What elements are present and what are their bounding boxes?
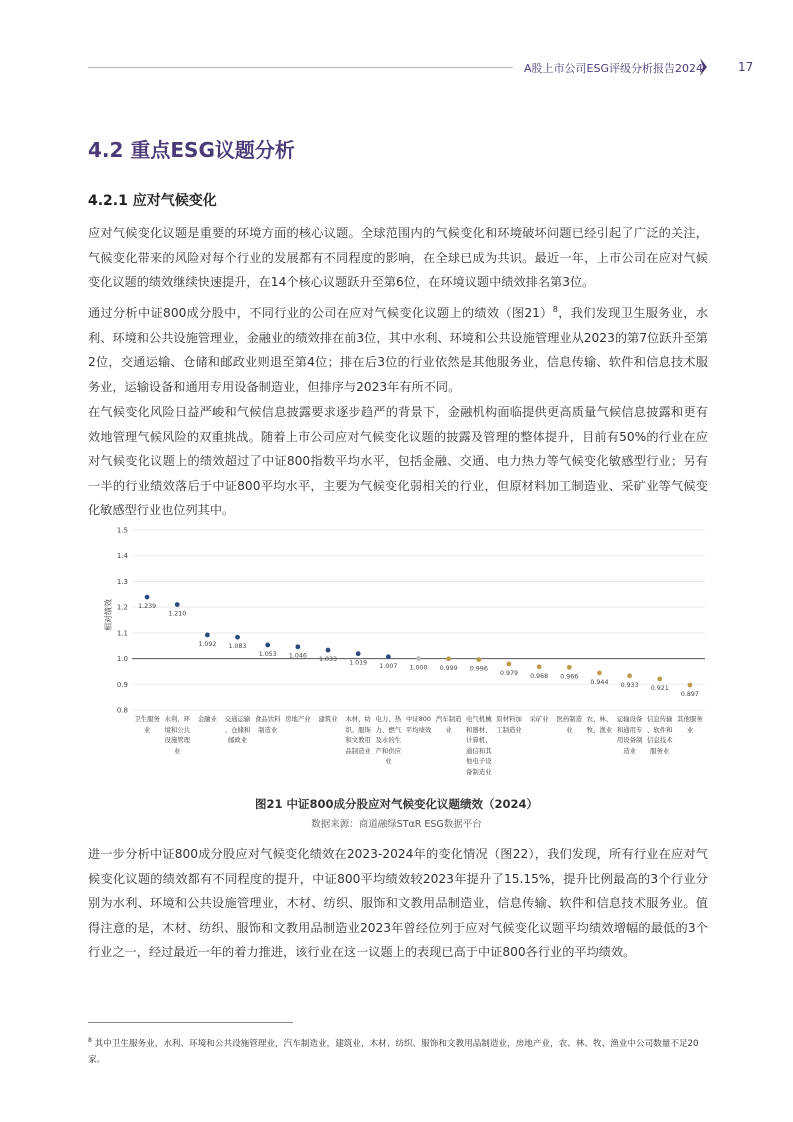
data-point [627, 673, 632, 678]
data-point [235, 635, 240, 640]
x-category-label: 房地产业 [285, 715, 311, 723]
x-category-label: 电气机械 和器材、 计算机、 通信和其 他电子设 备制造业 [466, 715, 492, 776]
data-label: 0.921 [650, 684, 669, 692]
x-category-label: 农、林、 牧、渔业 [586, 715, 613, 734]
paragraph-2-part-1: 通过分析中证800成分股中，不同行业的公司在应对气候变化议题上的绩效（图21） [88, 306, 553, 321]
x-category-label: 医药制造 业 [556, 715, 583, 734]
x-category-label: 其他服务 业 [677, 715, 703, 734]
x-category-label: 食品饮料 制造业 [254, 715, 281, 734]
data-label: 0.944 [590, 678, 609, 686]
data-label: 0.966 [560, 673, 579, 681]
data-label: 1.000 [409, 664, 428, 672]
x-category-label: 原材料加 工制造业 [496, 715, 522, 734]
data-point [416, 656, 421, 661]
paragraph-1: 应对气候变化议题是重要的环境方面的核心议题。全球范围内的气候变化和环境破坏问题已经引起了广泛的关注，气候变化带来的风险对每个行业的发展都有不同程度的影响，在全球已成为共识。最近一年，上市公司在应对气候变化议题的绩效继续快速提升，在14个核心议题跃升至第6位，在环境议题中绩效排名第3位。 [88, 226, 708, 289]
paragraph-4: 进一步分析中证800成分股应对气候变化绩效在2023-2024年的变化情况（图22），我们发现，所有行业在应对气候变化议题的绩效都有不同程度的提升，中证800平均绩效较2023年提升了15.15%，提升比例最高的3个行业分别为水利、环境和公共设施管理业，木材、纺织、服饰和文教用品制造业，信息传输、软件和信息技术服务业。值得注意的是，木材、纺织、服饰和文教用品制造业2023年曾经位列于应对气候变化议题平均绩效增幅的最低的3个行业之一，经过最近一年的着力推进，该行业在这一议题上的表现已高于中证800各行业的平均绩效。 [88, 847, 708, 959]
data-point [446, 656, 451, 661]
x-category-label: 采矿业 [529, 715, 549, 723]
y-tick-label: 1.0 [116, 655, 128, 664]
data-label: 0.996 [469, 665, 488, 673]
paragraph-2 [88, 298, 708, 399]
data-label: 0.968 [530, 672, 549, 680]
y-tick-label: 0.9 [116, 680, 128, 689]
data-label: 1.019 [349, 659, 368, 667]
data-point [145, 595, 150, 600]
x-category-label: 建筑业 [318, 715, 338, 723]
x-category-label: 木材、纺 织、服饰 和文教用 品制造业 [345, 715, 371, 755]
figure-source: 数据来源：商道融绿STαR ESG数据平台 [311, 819, 482, 830]
footnote-rule [88, 1022, 293, 1023]
report-title: A股上市公司ESG评级分析报告2024 [524, 62, 703, 75]
chevron-right-icon [699, 57, 709, 77]
y-tick-label: 1.3 [116, 577, 128, 586]
chart-points [138, 595, 699, 698]
data-point [295, 644, 300, 649]
data-point [356, 651, 361, 656]
data-label: 1.083 [228, 643, 247, 651]
data-label: 0.999 [439, 664, 458, 672]
data-label: 0.897 [680, 691, 699, 699]
y-tick-label: 1.2 [116, 603, 128, 612]
y-tick-label: 0.8 [116, 706, 128, 715]
data-label: 1.033 [319, 656, 338, 664]
page-number: 17 [738, 60, 754, 74]
data-point [597, 671, 602, 676]
x-category-label: 水利、环 境和公共 设施管理 业 [164, 715, 191, 755]
footnote-mark: 8 [88, 1037, 92, 1044]
data-label: 1.053 [258, 650, 277, 658]
data-label: 1.239 [138, 603, 157, 611]
footnote [88, 1033, 708, 1068]
data-point [537, 664, 542, 669]
y-tick-label: 1.5 [116, 526, 128, 535]
data-point [265, 643, 270, 648]
x-category-label: 交通运输 、仓储和 邮政业 [224, 715, 251, 744]
x-category-label: 运输设备 和通用专 用设备制 造业 [616, 715, 643, 755]
y-tick-label: 1.1 [116, 629, 128, 638]
y-axis-label: 相对绩效 [104, 599, 113, 631]
x-category-label: 卫生服务 业 [134, 715, 160, 734]
data-label: 1.210 [168, 610, 187, 618]
x-category-label: 中证800 平均绩效 [405, 715, 432, 734]
x-category-label: 金融业 [197, 715, 217, 723]
x-category-label: 汽车制造 业 [435, 715, 462, 734]
data-point [326, 648, 331, 653]
footnote-text: 其中卫生服务业，水利、环境和公共设施管理业，汽车制造业，建筑业，木材、纺织、服饰和文教用品制造业，房地产业，农、林、牧、渔业中公司数量不足20家。 [88, 1038, 699, 1065]
data-point [386, 654, 391, 659]
paragraph-2-part-2: ，我们发现卫生服务业，水利、环境和公共设施管理业，金融业的绩效排在前3位，其中水利、环境和公共设施管理业从2023的第7位跃升至第2位，交通运输、仓储和邮政业则退至第4位；排在后3位的行业依然是其他服务业，信息传输、软件和信息技术服务业，运输设备和通用专用设备制造业，但排序与2023年有所不同。 [88, 306, 709, 394]
chart-gridlines [132, 530, 705, 710]
data-point [567, 665, 572, 670]
subsection-title: 4.2.1 应对气候变化 [88, 193, 217, 209]
data-label: 1.046 [288, 652, 307, 660]
data-label: 0.979 [499, 669, 518, 677]
figure-caption: 图21 中证800成分股应对气候变化议题绩效（2024） [254, 797, 539, 811]
header-rule [88, 67, 513, 68]
y-axis-ticks [117, 527, 129, 715]
data-point [507, 662, 512, 667]
y-tick-label: 1.4 [116, 552, 128, 561]
footnote-ref[interactable]: 8 [552, 305, 558, 314]
data-point [476, 657, 481, 662]
data-point [688, 683, 693, 688]
data-label: 0.933 [620, 681, 639, 689]
x-category-label: 电力、热 力、燃气 及水的生 产和供应 业 [375, 715, 402, 765]
data-label: 1.092 [198, 640, 217, 648]
paragraph-3: 在气候变化风险日益严峻和气候信息披露要求逐步趋严的背景下，金融机构面临提供更高质量气候信息披露和更有效地管理气候风险的双重挑战。随着上市公司应对气候变化议题的披露及管理的整体提升，目前有50%的行业在应对气候变化议题上的绩效超过了中证800指数平均水平，包括金融、交通、电力热力等气候变化敏感型行业；另有一半的行业绩效落后于中证800平均水平，主要为气候变化弱相关的行业，但原材料加工制造业、采矿业等气候变化敏感型行业也位列其中。 [88, 405, 708, 517]
data-label: 1.007 [379, 662, 398, 670]
section-title: 4.2 重点ESG议题分析 [88, 138, 295, 162]
data-point [175, 602, 180, 607]
data-point [205, 633, 210, 638]
x-category-label: 信息传输 、软件和 信息技术 服务业 [646, 715, 673, 755]
data-point [657, 676, 662, 681]
